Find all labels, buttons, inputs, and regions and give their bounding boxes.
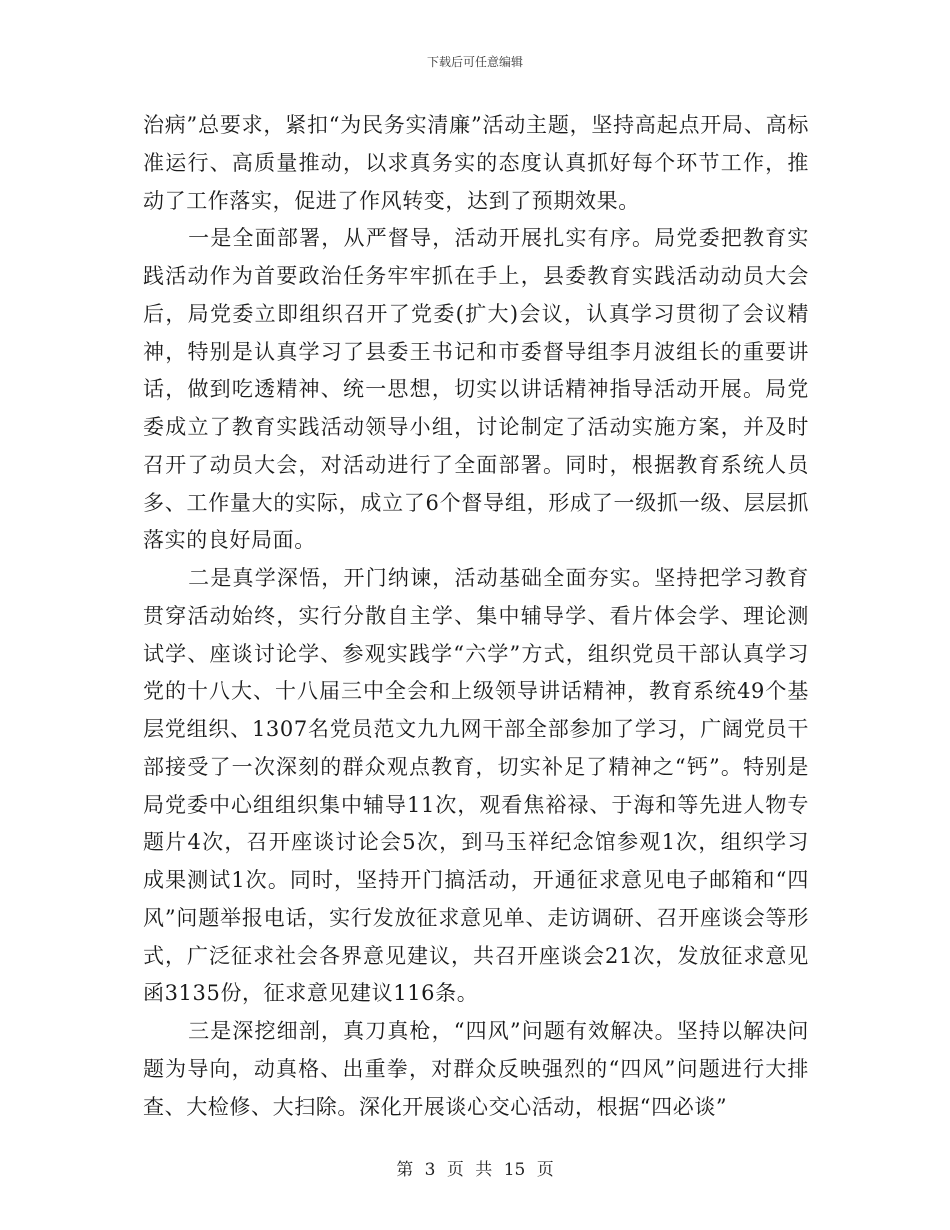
document-body (143, 107, 809, 1126)
page-number-footer: 第 3 页 共 15 页 (396, 1160, 554, 1180)
page-header-note: 下载后可任意编辑 (426, 55, 523, 69)
paragraph-study: 二是真学深悟，开门纳谏，活动基础全面夯实。坚持把学习教育贯穿活动始终，实行分散自主学、集中辅导学、看片体会学、理论测试学、座谈讨论学、参观实践学“六学”方式，组织党员干部认真学习党的十八大、十八届三中全会和上级领导讲话精神，教育系统49个基层党组织、1307名党员范文九九网干部全部参加了学习，广阔党员干部接受了一次深刻的群众观点教育，切实补足了精神之“钙”。特别是局党委中心组组织集中辅导11次，观看焦裕禄、于海和等先进人物专题片4次，召开座谈讨论会5次，到马玉祥纪念馆参观1次，组织学习成果测试1次。同时，坚持开门搞活动，开通征求意见电子邮箱和“四风”问题举报电话，实行发放征求意见单、走访调研、召开座谈会等形式，广泛征求社会各界意见建议，共召开座谈会21次，发放征求意见函3135份，征求意见建议116条。 (143, 566, 809, 1006)
paragraph-four-winds: 三是深挖细剖，真刀真枪，“四风”问题有效解决。坚持以解决问题为导向，动真格、出重拳，对群众反映强烈的“四风”问题进行大排查、大检修、大扫除。深化开展谈心交心活动，根据“四必谈” (143, 1019, 809, 1119)
paragraph-deployment: 一是全面部署，从严督导，活动开展扎实有序。局党委把教育实践活动作为首要政治任务牢牢抓在手上，县委教育实践活动动员大会后，局党委立即组织召开了党委(扩大)会议，认真学习贯彻了会议精神，特别是认真学习了县委王书记和市委督导组李月波组长的重要讲话，做到吃透精神、统一思想，切实以讲话精神指导活动开展。局党委成立了教育实践活动领导小组，讨论制定了活动实施方案，并及时召开了动员大会，对活动进行了全面部署。同时，根据教育系统人员多、工作量大的实际，成立了6个督导组，形成了一级抓一级、层层抓落实的良好局面。 (143, 226, 809, 553)
paragraph-continuation: 治病”总要求，紧扣“为民务实清廉”活动主题，坚持高起点开局、高标准运行、高质量推动，以求真务实的态度认真抓好每个环节工作，推动了工作落实，促进了作风转变，达到了预期效果。 (143, 113, 809, 213)
